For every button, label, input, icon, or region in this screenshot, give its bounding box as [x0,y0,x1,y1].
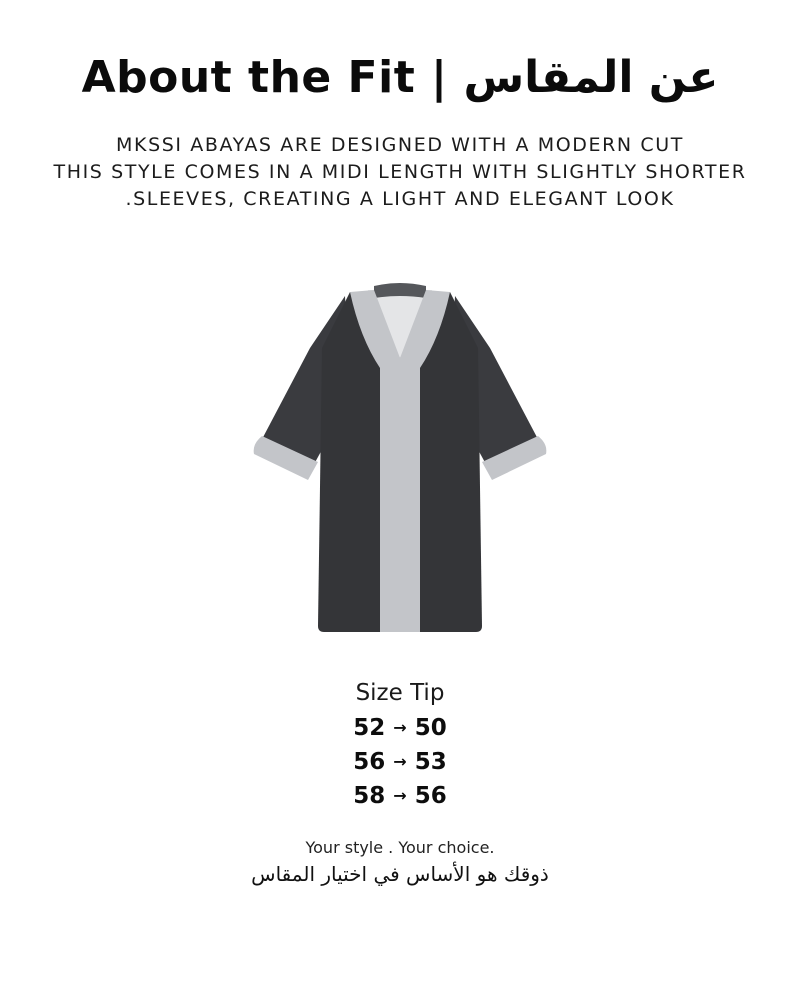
description-line: THIS STYLE COMES IN A MIDI LENGTH WITH SLIGHTLY SHORTER [53,161,747,183]
size-from: 52 [353,715,386,741]
abaya-icon [250,278,550,638]
fit-description [0,132,800,213]
size-to: 53 [414,749,447,775]
arrow-right-icon: → [393,718,407,737]
size-from: 58 [353,783,386,809]
size-to: 56 [414,783,447,809]
description-line: .SLEEVES, CREATING A LIGHT AND ELEGANT LOOK [125,188,675,210]
size-row [0,780,800,814]
page-title: About the Fit | عن المقاس [81,52,719,103]
abaya-illustration [250,278,550,638]
tagline-arabic: ذوقك هو الأساس في اختيار المقاس [251,862,549,886]
size-row [0,712,800,746]
size-from: 56 [353,749,386,775]
arrow-right-icon: → [393,752,407,771]
collar [374,283,426,298]
size-row [0,746,800,780]
arrow-right-icon: → [393,786,407,805]
size-tip-heading: Size Tip [355,680,445,706]
description-line: MKSSI ABAYAS ARE DESIGNED WITH A MODERN CUT [116,134,684,156]
size-to: 50 [414,715,447,741]
tagline-english: Your style . Your choice. [305,838,495,857]
size-tip [0,680,800,814]
